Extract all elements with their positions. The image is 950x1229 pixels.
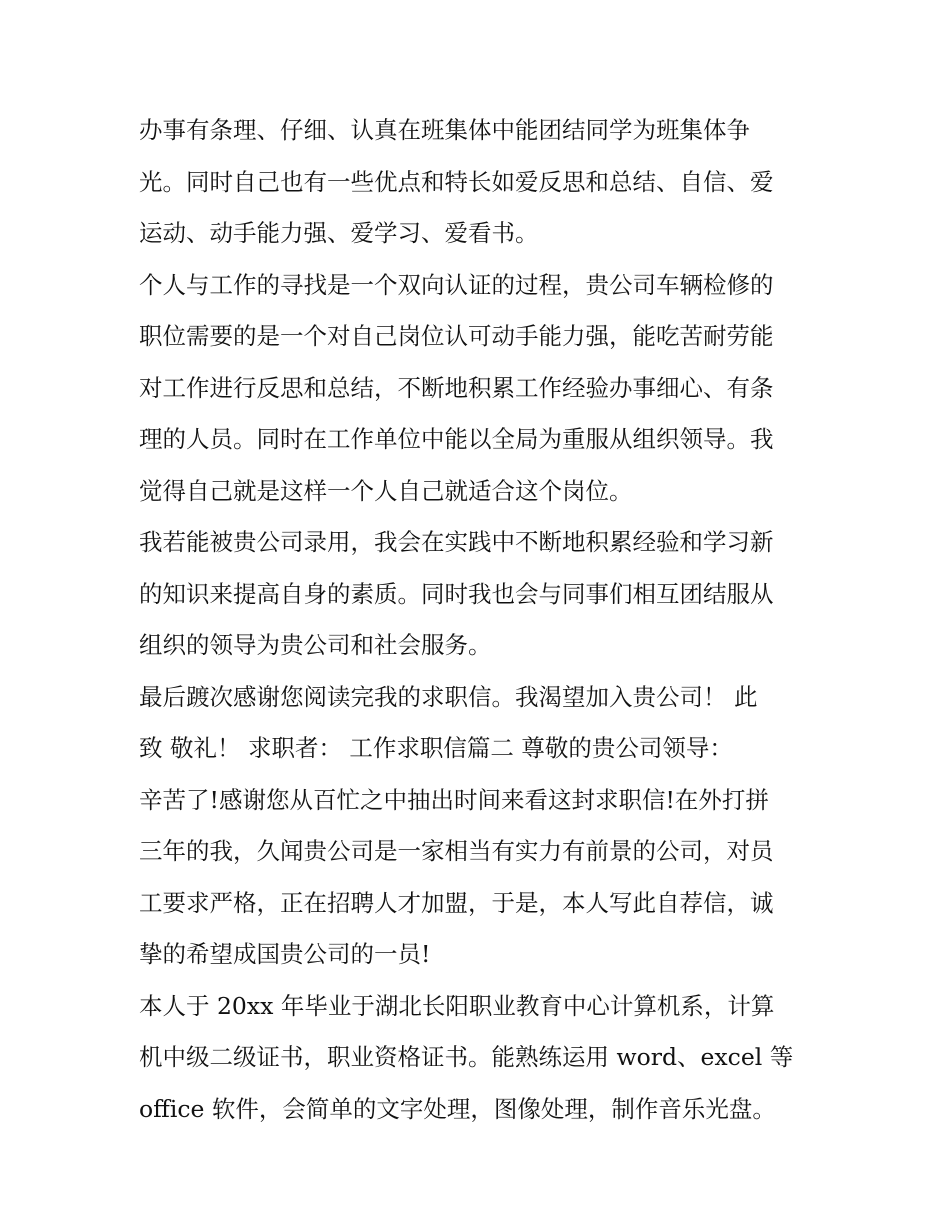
text-line: 机中级二级证书，职业资格证书。能熟练运用 word、excel 等 — [139, 1043, 794, 1071]
text-line: 理的人员。同时在工作单位中能以全局为重服从组织领导。我 — [139, 425, 774, 453]
body-text — [139, 105, 819, 1135]
text-line: 觉得自己就是这样一个人自己就适合这个岗位。 — [139, 476, 633, 505]
text-line: 光。同时自己也有一些优点和特长如爱反思和总结、自信、爱 — [139, 167, 774, 196]
text-line: 工要求严格，正在招聘人才加盟，于是，本人写此自荐信，诚 — [139, 888, 774, 917]
text-line: 三年的我，久闻贵公司是一家相当有实力有前景的公司，对员 — [139, 837, 774, 865]
text-line: 致 敬礼！ 求职者： 工作求职信篇二 尊敬的贵公司领导： — [139, 734, 733, 762]
text-line: 的知识来提高自身的素质。同时我也会与同事们相互团结服从 — [139, 579, 774, 608]
text-line: 个人与工作的寻找是一个双向认证的过程，贵公司车辆检修的 — [139, 270, 774, 299]
text-line: 对工作进行反思和总结，不断地积累工作经验办事细心、有条 — [139, 373, 774, 402]
text-line: 辛苦了!感谢您从百忙之中抽出时间来看这封求职信!在外打拼 — [139, 785, 769, 814]
text-line: office 软件，会简单的文字处理，图像处理，制作音乐光盘。 — [139, 1094, 776, 1123]
text-line: 办事有条理、仔细、认真在班集体中能团结同学为班集体争 — [139, 116, 750, 144]
text-line: 我若能被贵公司录用，我会在实践中不断地积累经验和学习新 — [139, 528, 774, 556]
text-line: 运动、动手能力强、爱学习、爱看书。 — [139, 219, 539, 247]
text-line: 最后踱次感谢您阅读完我的求职信。我渴望加入贵公司！ 此 — [139, 682, 758, 711]
text-line: 本人于 20xx 年毕业于湖北长阳职业教育中心计算机系，计算 — [139, 991, 775, 1020]
text-line: 职位需要的是一个对自己岗位认可动手能力强，能吃苦耐劳能 — [139, 322, 774, 350]
text-line: 挚的希望成国贵公司的一员! — [139, 940, 431, 968]
text-line: 组织的领导为贵公司和社会服务。 — [139, 631, 492, 659]
